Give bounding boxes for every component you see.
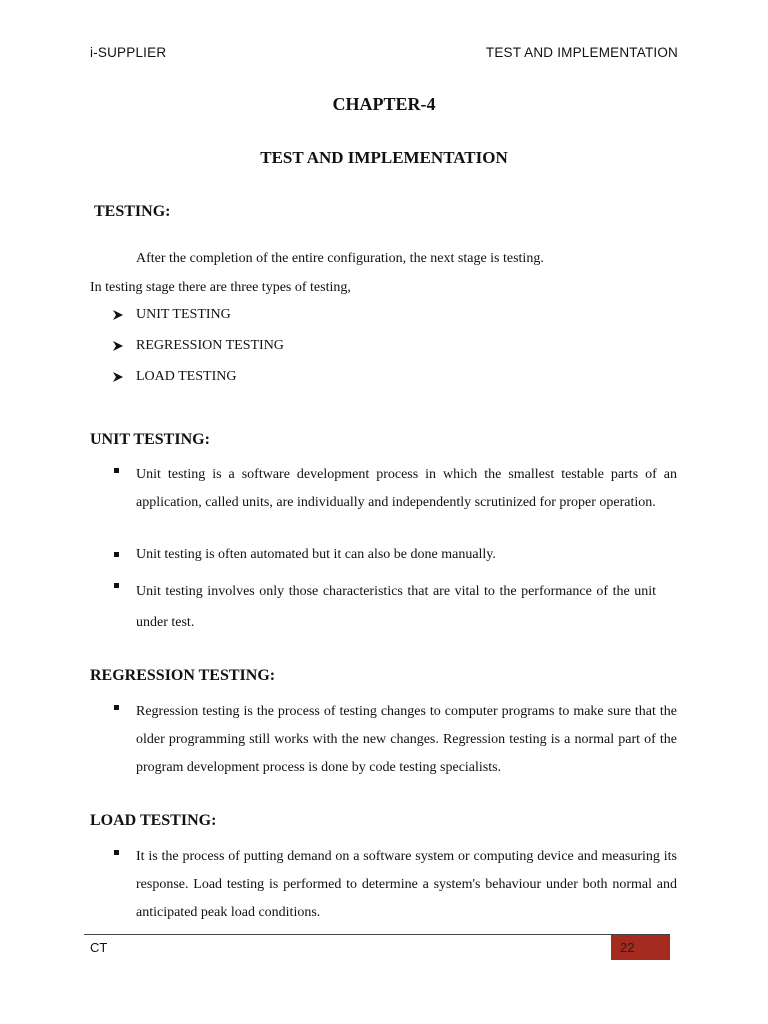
testing-intro-1: After the completion of the entire configuration, the next stage is testing. (136, 251, 544, 266)
footer-divider (84, 934, 670, 935)
chapter-title: CHAPTER-4 (332, 94, 436, 114)
square-bullet-icon (114, 468, 119, 473)
test-type-label: REGRESSION TESTING (136, 338, 284, 353)
regression-testing-bullet-1: Regression testing is the process of testing changes to computer programs to make sure that the older programming still works with the new changes. Regression testing is a normal part of the program development process is done by code testing specialists. (136, 704, 677, 775)
header-left-text: i-SUPPLIER (90, 45, 167, 60)
unit-testing-bullet-3: Unit testing involves only those characteristics that are vital to the performance of the unit under test. (136, 584, 656, 630)
test-type-item (112, 307, 231, 323)
header-right-text: TEST AND IMPLEMENTATION (485, 45, 678, 60)
test-type-item (112, 369, 236, 385)
test-type-label: UNIT TESTING (136, 307, 231, 322)
testing-intro-2: In testing stage there are three types of testing, (90, 280, 351, 295)
square-bullet-icon (114, 705, 119, 710)
document-title: TEST AND IMPLEMENTATION (260, 148, 508, 167)
test-type-label: LOAD TESTING (136, 369, 237, 384)
arrow-bullet-icon (112, 340, 124, 352)
regression-testing-heading: REGRESSION TESTING: (90, 667, 276, 684)
square-bullet-icon (114, 583, 119, 588)
load-testing-bullet-1: It is the process of putting demand on a software system or computing device and measuring its response. Load testing is performed to determine a system's behaviour under both normal and anticipated peak load conditions. (136, 849, 677, 920)
test-type-item (112, 338, 284, 354)
arrow-bullet-icon (112, 309, 124, 321)
footer-left-text: CT (90, 940, 108, 955)
unit-testing-heading: UNIT TESTING: (90, 431, 210, 448)
square-bullet-icon (114, 850, 119, 855)
arrow-bullet-icon (112, 371, 124, 383)
load-testing-heading: LOAD TESTING: (90, 812, 217, 829)
page-number: 22 (620, 940, 635, 955)
square-bullet-icon (114, 552, 119, 557)
unit-testing-bullet-1: Unit testing is a software development process in which the smallest testable parts of an application, called units, are individually and independently scrutinized for proper operation. (136, 467, 677, 510)
unit-testing-bullet-2: Unit testing is often automated but it can also be done manually. (136, 547, 496, 562)
testing-heading: TESTING: (94, 203, 171, 220)
